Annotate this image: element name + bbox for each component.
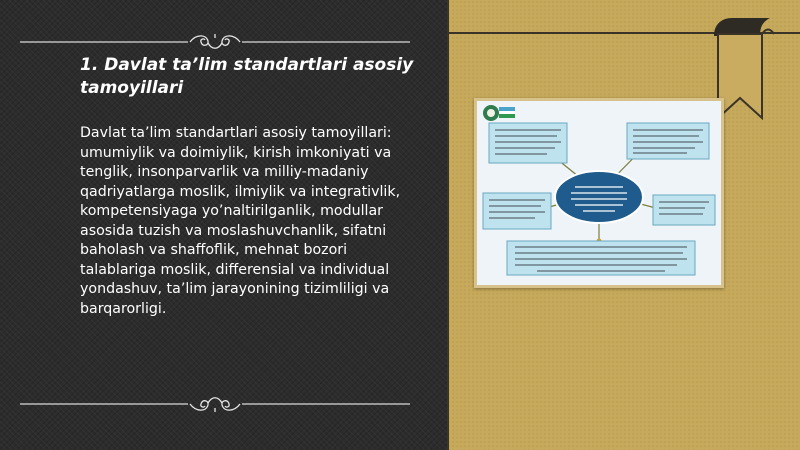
diagram-box xyxy=(483,193,551,229)
diagram-center xyxy=(555,171,643,223)
scroll-ornament-icon xyxy=(190,398,240,412)
vertical-rule xyxy=(447,0,449,450)
diagram-box xyxy=(627,123,709,159)
slide-title: 1. Davlat ta’lim standartlari asosiy tamoyillari xyxy=(80,55,414,98)
slide-body-text: Davlat ta’lim standartlari asosiy tamoyillari: umumiylik va doimiylik, kirish imkoniyati va tenglik, insonparvarlik va milliy-madaniy qadriyatlarga moslik, ilmiylik va integrativlik, kompetensiyaga yo’naltirilganlik, modullar asosida tuzish va moslashuvchanlik, sifatni baholash va shaffoflik, mehnat bozori talablariga moslik, differensial va individual yondashuv, ta’lim jarayonining tizimliligi va barqarorligi. xyxy=(80,125,401,317)
scroll-ornament-icon xyxy=(190,34,240,48)
diagram-box xyxy=(653,195,715,225)
ornament-divider-bottom xyxy=(20,392,410,416)
diagram-box xyxy=(489,123,567,163)
diagram-box xyxy=(507,241,695,275)
diagram-picture xyxy=(474,98,724,288)
ornament-divider-top xyxy=(20,30,410,54)
